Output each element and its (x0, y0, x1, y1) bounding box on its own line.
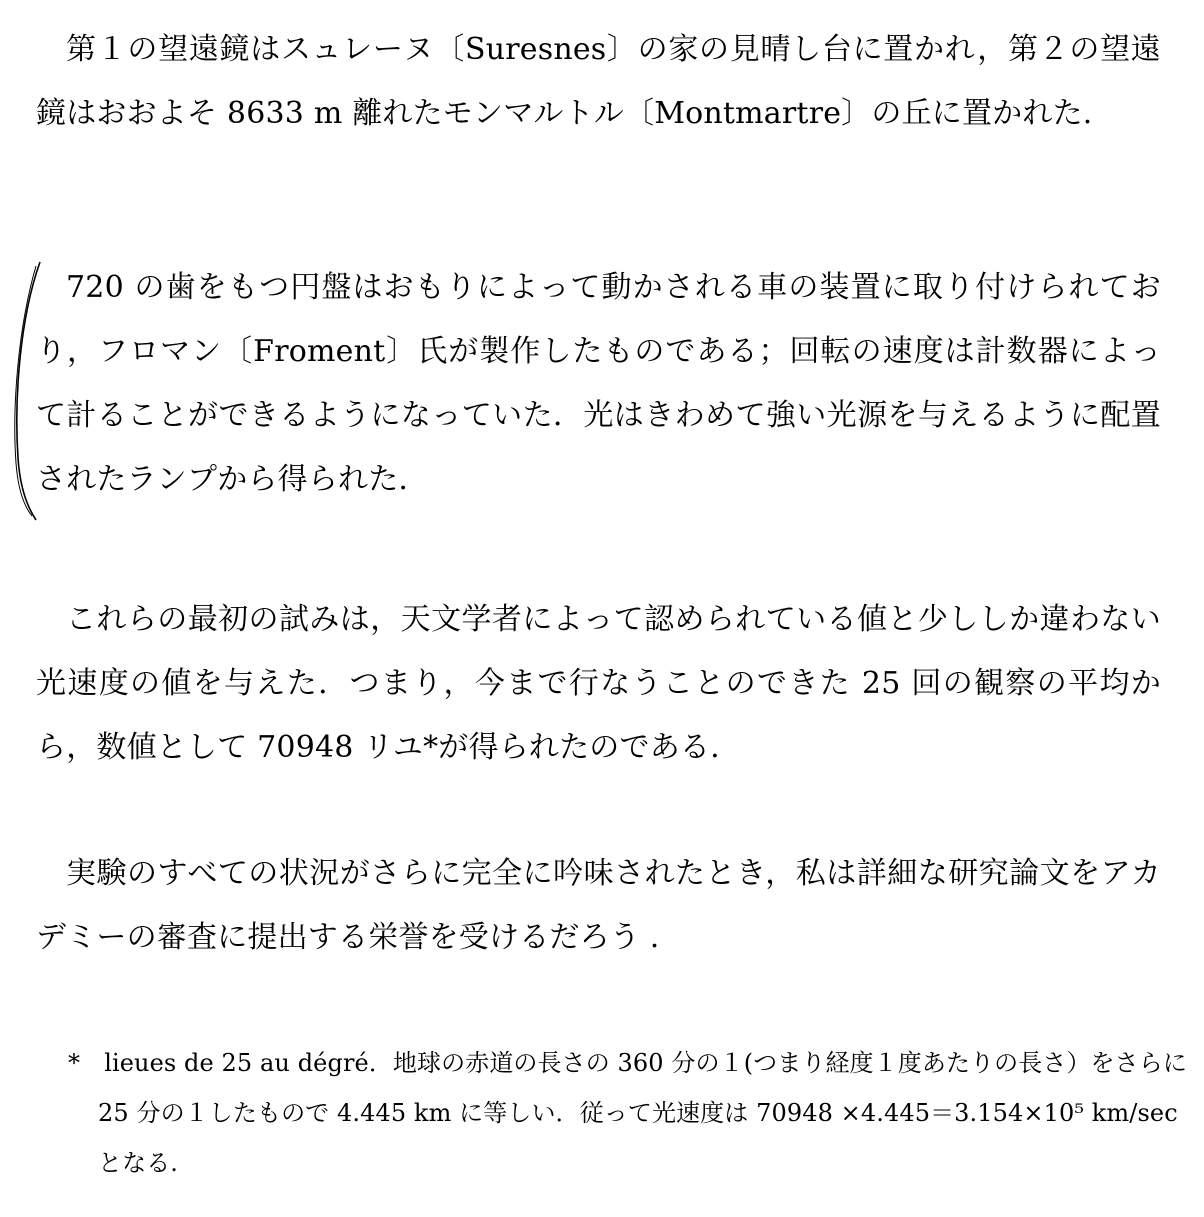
footnote: * lieues de 25 au dégré．地球の赤道の長さの 360 分の１(つまり経度１度あたりの長さ）をさらに 25 分の１したもので 4.445 km に等しい．従って光速度は 70948 ×4.445＝3.154×10⁵ km/sec となる. (68, 1049, 1187, 1177)
paragraph-academy-memoir: 実験のすべての状況がさらに完全に吟味されたとき，私は詳細な研究論文をアカデミーの審査に提出する栄誉を受けるだろう . (36, 856, 1161, 955)
paragraph-disc-apparatus: 720 の歯をもつ円盤はおもりによって動かされる車の装置に取り付けられており，フロマン〔Froment〕氏が製作したものである；回転の速度は計数器によって計ることができるようになっていた．光はきわめて強い光源を与えるように配置されたランプから得られた. (36, 270, 1161, 497)
paragraph-telescopes: 第１の望遠鏡はスュレーヌ〔Suresnes〕の家の見晴し台に置かれ，第２の望遠鏡はおおよそ 8633 m 離れたモンマルトル〔Montmartre〕の丘に置かれた. (36, 32, 1161, 131)
paragraph-first-results: これらの最初の試みは，天文学者によって認められている値と少ししか違わない光速度の値を与えた．つまり，今まで行なうことのできた 25 回の観察の平均から，数値として 70948 リユ*が得られたのである. (36, 602, 1161, 765)
